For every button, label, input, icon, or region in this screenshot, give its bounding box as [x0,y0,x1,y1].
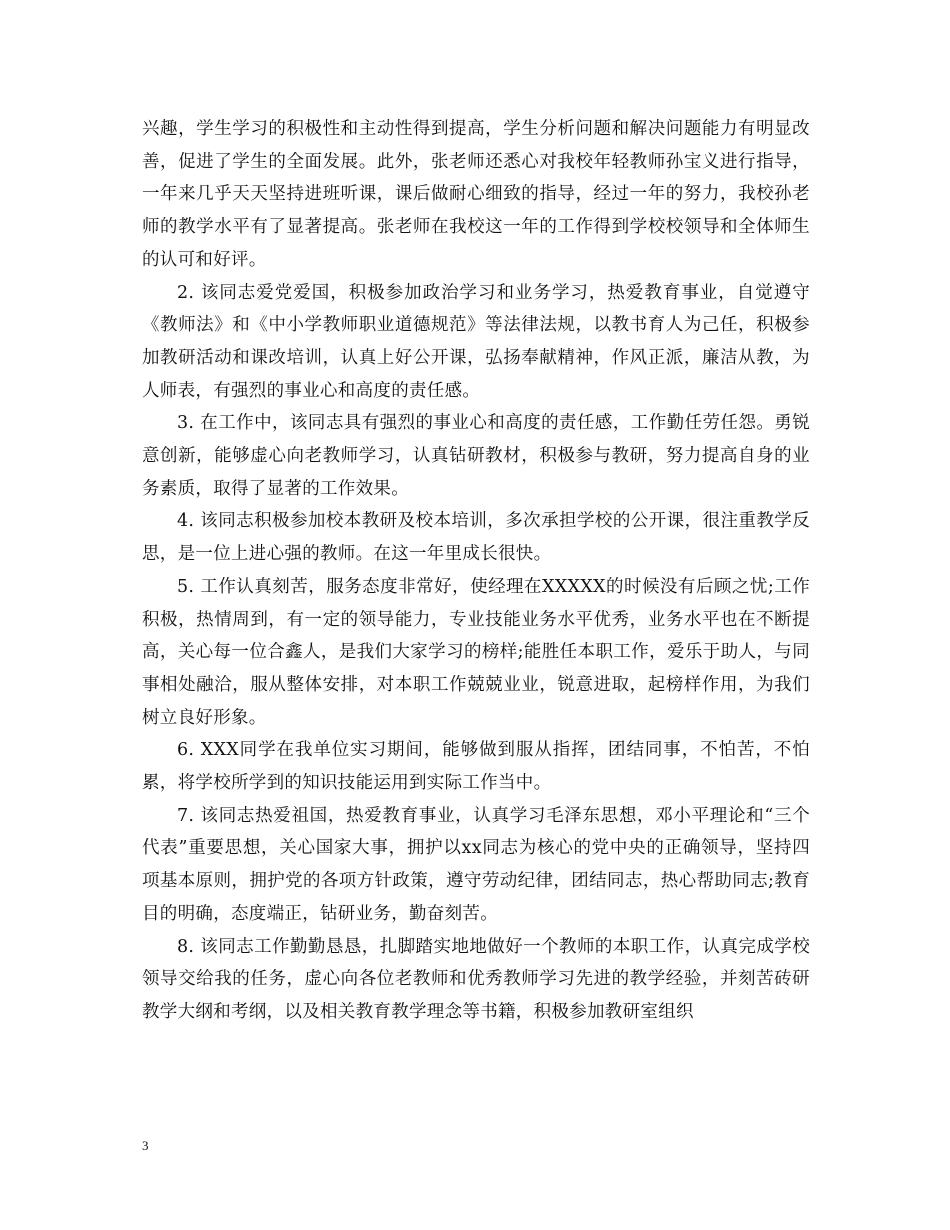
page-number: 3 [142,1138,149,1153]
paragraph-item-3: 3. 在工作中，该同志具有强烈的事业心和高度的责任感，工作勤任劳任怨。勇锐意创新，能够虚心向老教师学习，认真钻研教材，积极参与教研，努力提高自身的业务素质，取得了显著的工作效果。 [142,413,810,499]
paragraph-item-8: 8. 该同志工作勤勤恳恳，扎脚踏实地地做好一个教师的本职工作，认真完成学校领导交给我的任务，虚心向各位老教师和优秀教师学习先进的教学经验，并刻苦砖研教学大纲和考纲，以及相关教育教学理念等书籍，积极参加教研室组织 [142,936,810,1022]
paragraph-item-2: 2. 该同志爱党爱国，积极参加政治学习和业务学习，热爱教育事业，自觉遵守《教师法》和《中小学教师职业道德规范》等法律法规，以教书育人为己任，积极参加教研活动和课改培训，认真上好公开课，弘扬奉献精神，作风正派，廉洁从教，为人师表，有强烈的事业心和高度的责任感。 [142,282,810,401]
document-body [142,113,810,1029]
paragraph-item-7: 7. 该同志热爱祖国，热爱教育事业，认真学习毛泽东思想，邓小平理论和“三个代表”重要思想，关心国家大事，拥护以xx同志为核心的党中央的正确领导，坚持四项基本原则，拥护党的各项方针政策，遵守劳动纪律，团结同志，热心帮助同志;教育目的明确，态度端正，钻研业务，勤奋刻苦。 [142,805,810,924]
paragraph-item-5: 5. 工作认真刻苦，服务态度非常好，使经理在XXXXX的时候没有后顾之忧;工作积极，热情周到，有一定的领导能力，专业技能业务水平优秀，业务水平也在不断提高，关心每一位合鑫人，是我们大家学习的榜样;能胜任本职工作，爱乐于助人，与同事相处融洽，服从整体安排，对本职工作兢兢业业，锐意进取，起榜样作用，为我们树立良好形象。 [142,576,810,728]
paragraph-continuation: 兴趣，学生学习的积极性和主动性得到提高，学生分析问题和解决问题能力有明显改善，促进了学生的全面发展。此外，张老师还悉心对我校年轻教师孙宝义进行指导，一年来几乎天天坚持进班听课，课后做耐心细致的指导，经过一年的努力，我校孙老师的教学水平有了显著提高。张老师在我校这一年的工作得到学校校领导和全体师生的认可和好评。 [142,119,810,270]
paragraph-item-6: 6. XXX同学在我单位实习期间，能够做到服从指挥，团结同事，不怕苦，不怕累，将学校所学到的知识技能运用到实际工作当中。 [142,740,810,794]
paragraph-item-4: 4. 该同志积极参加校本教研及校本培训，多次承担学校的公开课，很注重教学反思，是一位上进心强的教师。在这一年里成长很快。 [142,511,810,565]
